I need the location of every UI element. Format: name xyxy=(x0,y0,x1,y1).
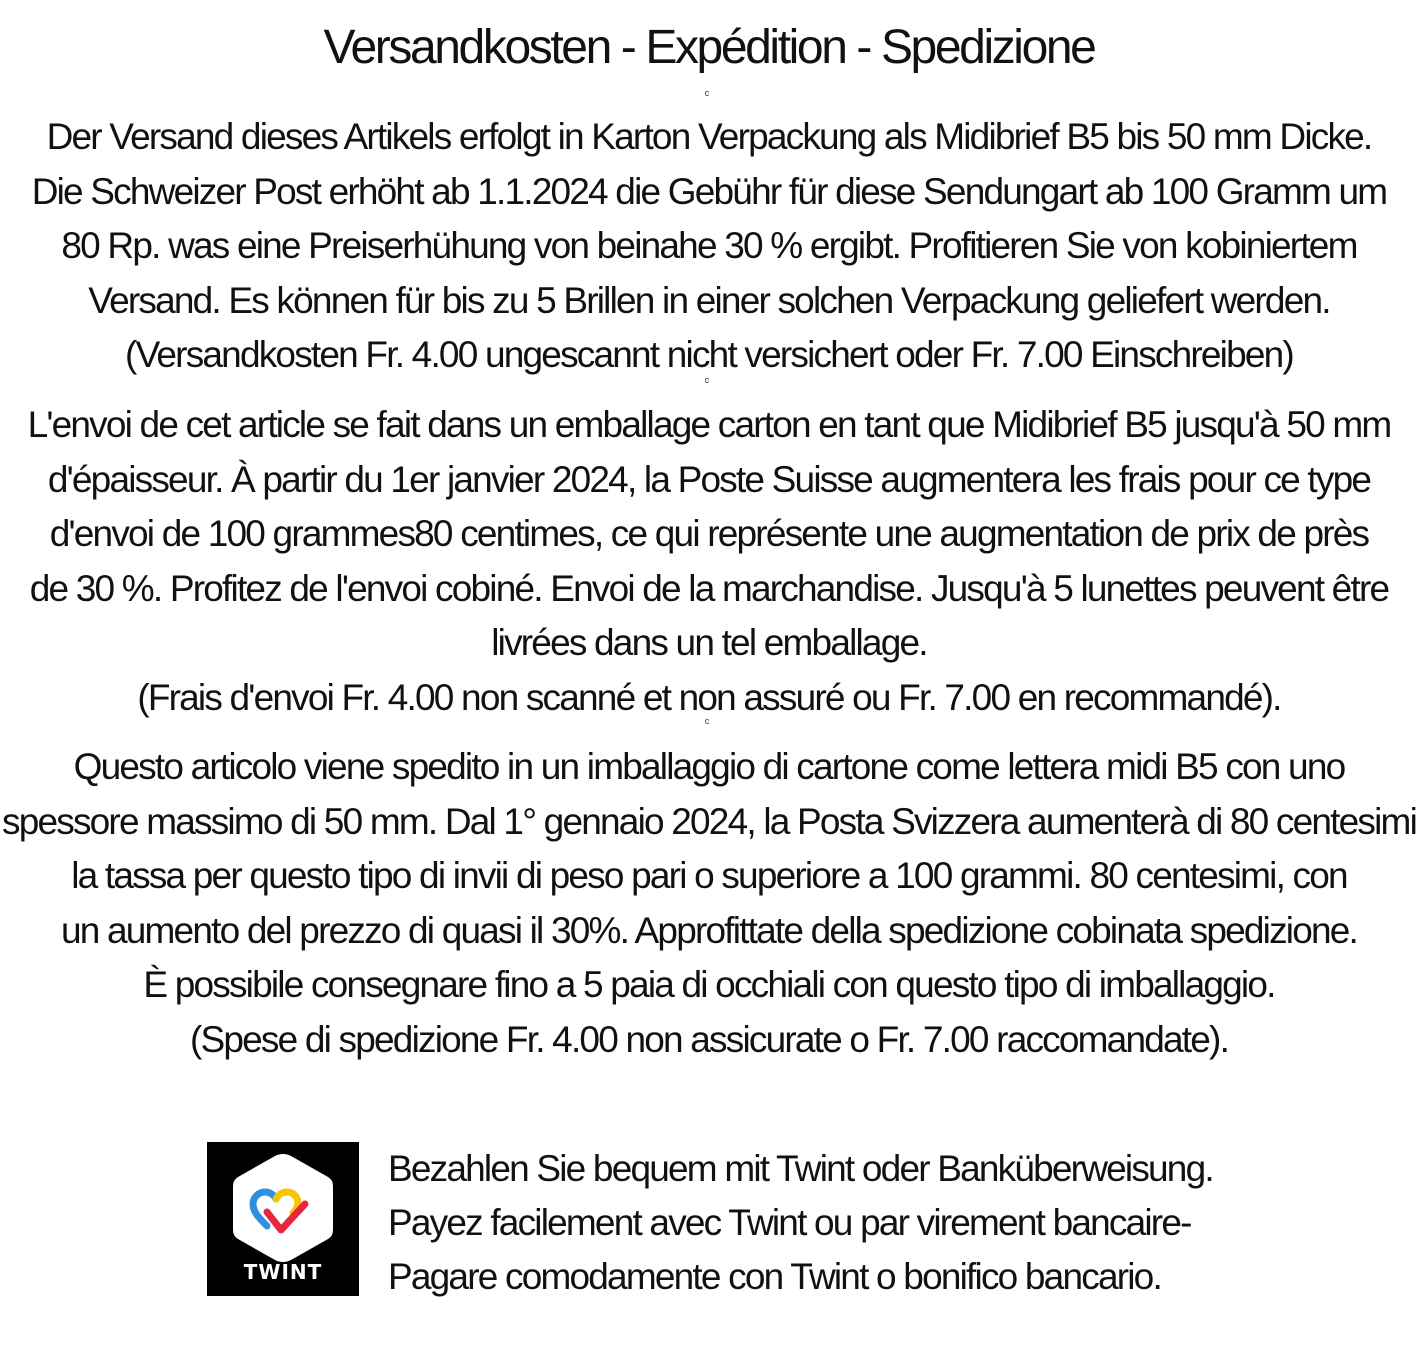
tiny-mark: c xyxy=(704,375,710,385)
french-line: d'envoi de 100 grammes80 centimes, ce qui représente une augmentation de prix de près xyxy=(49,513,1369,554)
italian-shipping-text xyxy=(0,740,1418,1067)
italian-line: Questo articolo viene spedito in un imballaggio di cartone come lettera midi B5 con uno xyxy=(73,746,1345,787)
german-shipping-text xyxy=(0,110,1418,383)
payment-info xyxy=(207,1142,1213,1297)
italian-line: un aumento del prezzo di quasi il 30%. Approfittate della spedizione cobinata spedizione. xyxy=(60,909,1358,951)
french-shipping-text xyxy=(0,398,1418,725)
tiny-mark: c xyxy=(704,716,710,726)
payment-line: Payez facilement avec Twint ou par virement bancaire- xyxy=(388,1202,1191,1243)
twint-logo xyxy=(207,1142,359,1296)
italian-line: È possibile consegnare fino a 5 paia di occhiali con questo tipo di imballaggio. xyxy=(143,964,1275,1005)
german-line: Die Schweizer Post erhöht ab 1.1.2024 die Gebühr für diese Sendungart ab 100 Gramm um xyxy=(31,170,1387,212)
payment-line: Pagare comodamente con Twint o bonifico bancario. xyxy=(388,1256,1161,1297)
tiny-mark: c xyxy=(704,88,710,98)
german-line: 80 Rp. was eine Preiserhühung von beinahe 30 % ergibt. Profitieren Sie von kobiniertem xyxy=(61,225,1357,266)
french-line: livrées dans un tel emballage. xyxy=(491,622,927,663)
italian-line: la tassa per questo tipo di invii di peso pari o superiore a 100 grammi. 80 centesimi, con xyxy=(71,855,1347,896)
payment-text xyxy=(388,1142,1213,1304)
italian-line: (Spese di spedizione Fr. 4.00 non assicurate o Fr. 7.00 raccomandate). xyxy=(189,1018,1229,1060)
french-line: de 30 %. Profitez de l'envoi cobiné. Envoi de la marchandise. Jusqu'à 5 lunettes peuvent être xyxy=(29,567,1389,609)
german-line: (Versandkosten Fr. 4.00 ungescannt nicht versichert oder Fr. 7.00 Einschreiben) xyxy=(125,334,1293,375)
german-line: Versand. Es können für bis zu 5 Brillen in einer solchen Verpackung geliefert werden. xyxy=(88,279,1330,321)
twint-logo-text: TWINT xyxy=(243,1260,323,1284)
payment-line: Bezahlen Sie bequem mit Twint oder Banküberweisung. xyxy=(388,1148,1213,1189)
german-line: Der Versand dieses Artikels erfolgt in Karton Verpackung als Midibrief B5 bis 50 mm Dicke. xyxy=(46,116,1372,157)
french-line: L'envoi de cet article se fait dans un emballage carton en tant que Midibrief B5 jusqu'à 50 mm xyxy=(27,404,1391,445)
page-title: Versandkosten - Expédition - Spedizione xyxy=(323,21,1095,74)
french-line: d'épaisseur. À partir du 1er janvier 2024, la Poste Suisse augmentera les frais pour ce type xyxy=(47,458,1371,500)
french-line: (Frais d'envoi Fr. 4.00 non scanné et non assuré ou Fr. 7.00 en recommandé). xyxy=(137,676,1281,718)
italian-line: spessore massimo di 50 mm. Dal 1° gennaio 2024, la Posta Svizzera aumenterà di 80 centesimi xyxy=(2,800,1416,842)
